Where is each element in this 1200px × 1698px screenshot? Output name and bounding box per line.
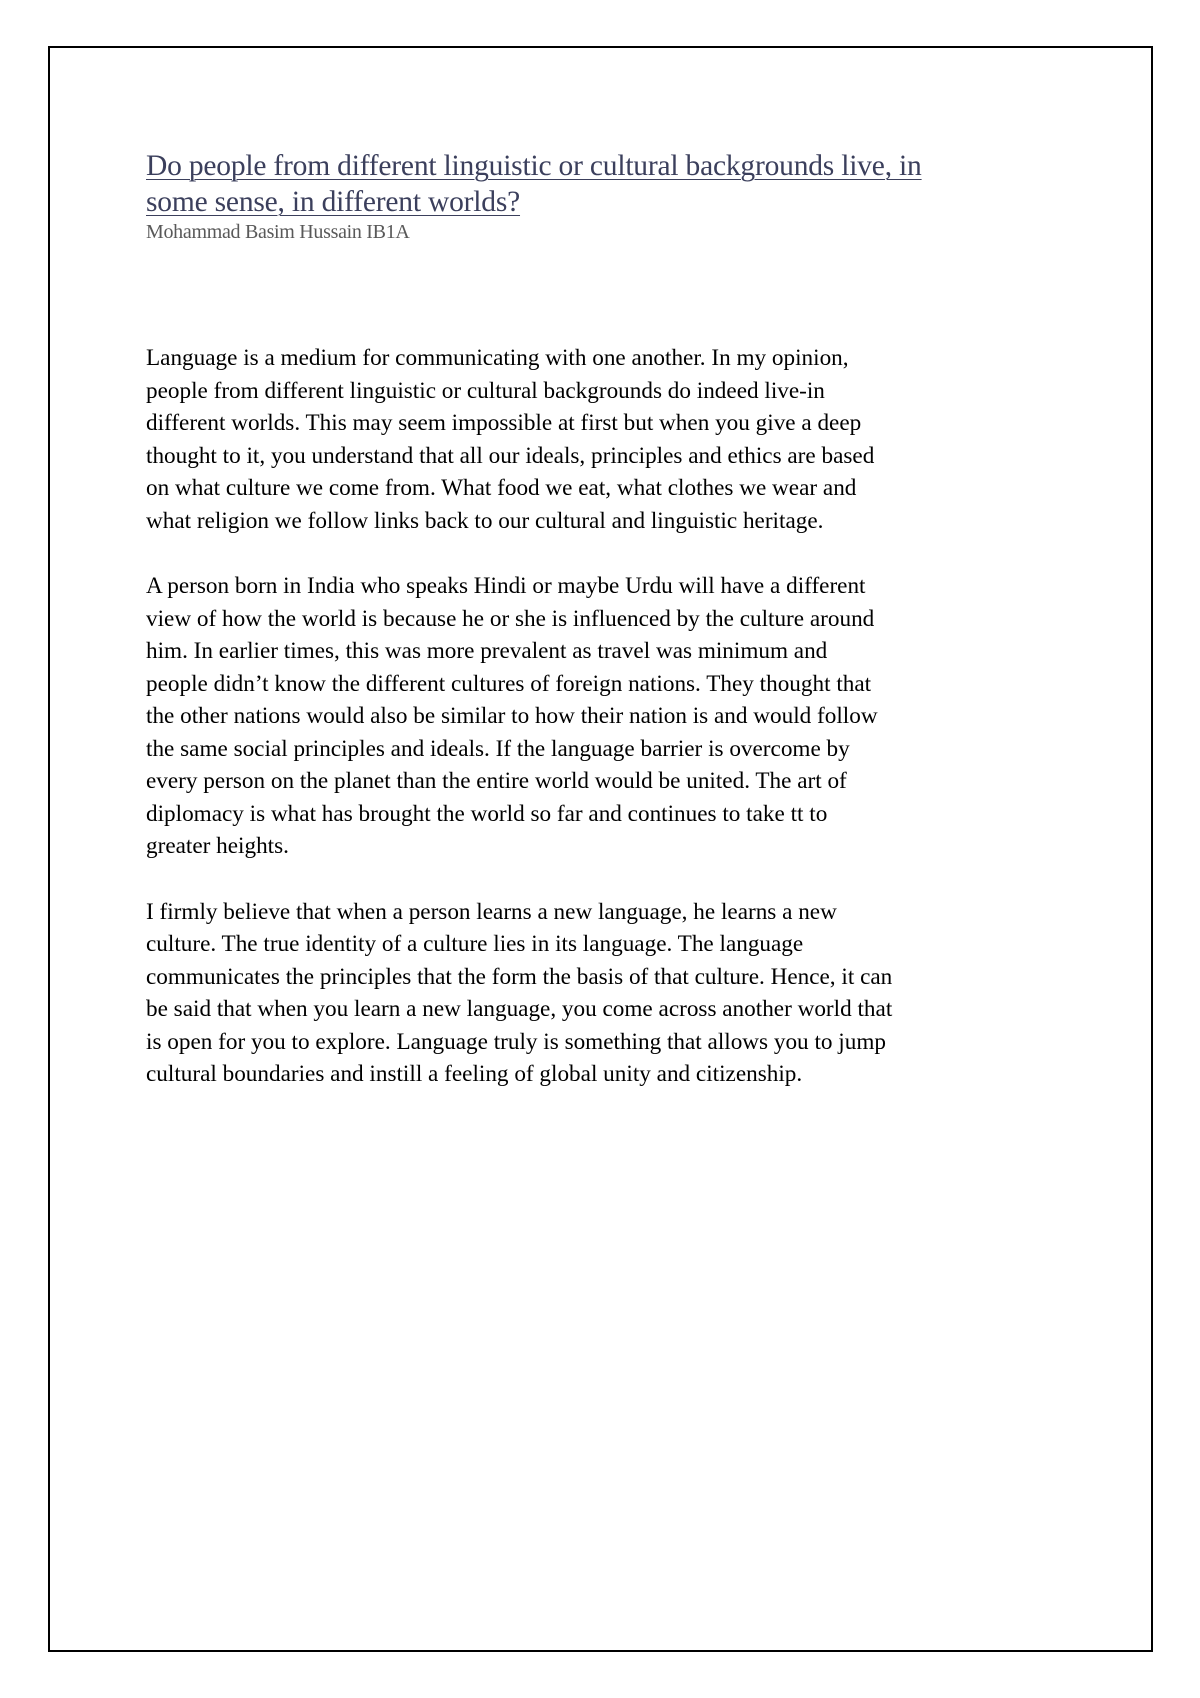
essay-body [146, 342, 1086, 1091]
text-line: A person born in India who speaks Hindi or maybe Urdu will have a different [146, 573, 866, 599]
text-line: cultural boundaries and instill a feeling of global unity and citizenship. [146, 1061, 803, 1087]
text-line: diplomacy is what has brought the world so far and continues to take tt to [146, 800, 828, 827]
text-line: people didn’t know the different cultures of foreign nations. They thought that [146, 670, 872, 697]
document-title [146, 148, 1086, 220]
text-line: is open for you to explore. Language truly is something that allows you to jump [146, 1028, 886, 1055]
text-line: view of how the world is because he or she is influenced by the culture around [146, 605, 875, 632]
text-line: communicates the principles that the form the basis of that culture. Hence, it can [146, 963, 893, 990]
text-line: on what culture we come from. What food we eat, what clothes we wear and [146, 475, 857, 501]
text-line: the same social principles and ideals. If the language barrier is overcome by [146, 735, 850, 762]
text-line: I firmly believe that when a person learns a new language, he learns a new [146, 898, 837, 925]
author-name: Mohammad Basim Hussain IB1A [146, 221, 410, 243]
text-line: the other nations would also be similar to how their nation is and would follow [146, 703, 878, 729]
text-line: Language is a medium for communicating with one another. In my opinion, [146, 345, 849, 371]
text-line: be said that when you learn a new language, you come across another world that [146, 996, 893, 1022]
text-line: what religion we follow links back to our cultural and linguistic heritage. [146, 507, 824, 534]
title-line: some sense, in different worlds? [146, 186, 521, 218]
text-line: him. In earlier times, this was more prevalent as travel was minimum and [146, 638, 828, 664]
text-line: every person on the planet than the entire world would be united. The art of [146, 768, 847, 794]
text-line: different worlds. This may seem impossible at first but when you give a deep [146, 410, 862, 436]
paragraph-2 [146, 570, 1086, 863]
text-line: thought to it, you understand that all our ideals, principles and ethics are based [146, 442, 875, 469]
text-line: culture. The true identity of a culture lies in its language. The language [146, 931, 804, 957]
title-line: Do people from different linguistic or cultural backgrounds live, in [146, 150, 922, 182]
paragraph-3 [146, 896, 1086, 1091]
text-line: people from different linguistic or cultural backgrounds do indeed live-in [146, 377, 825, 404]
document-content [146, 148, 1086, 1124]
text-line: greater heights. [146, 833, 289, 859]
paragraph-1 [146, 342, 1086, 537]
